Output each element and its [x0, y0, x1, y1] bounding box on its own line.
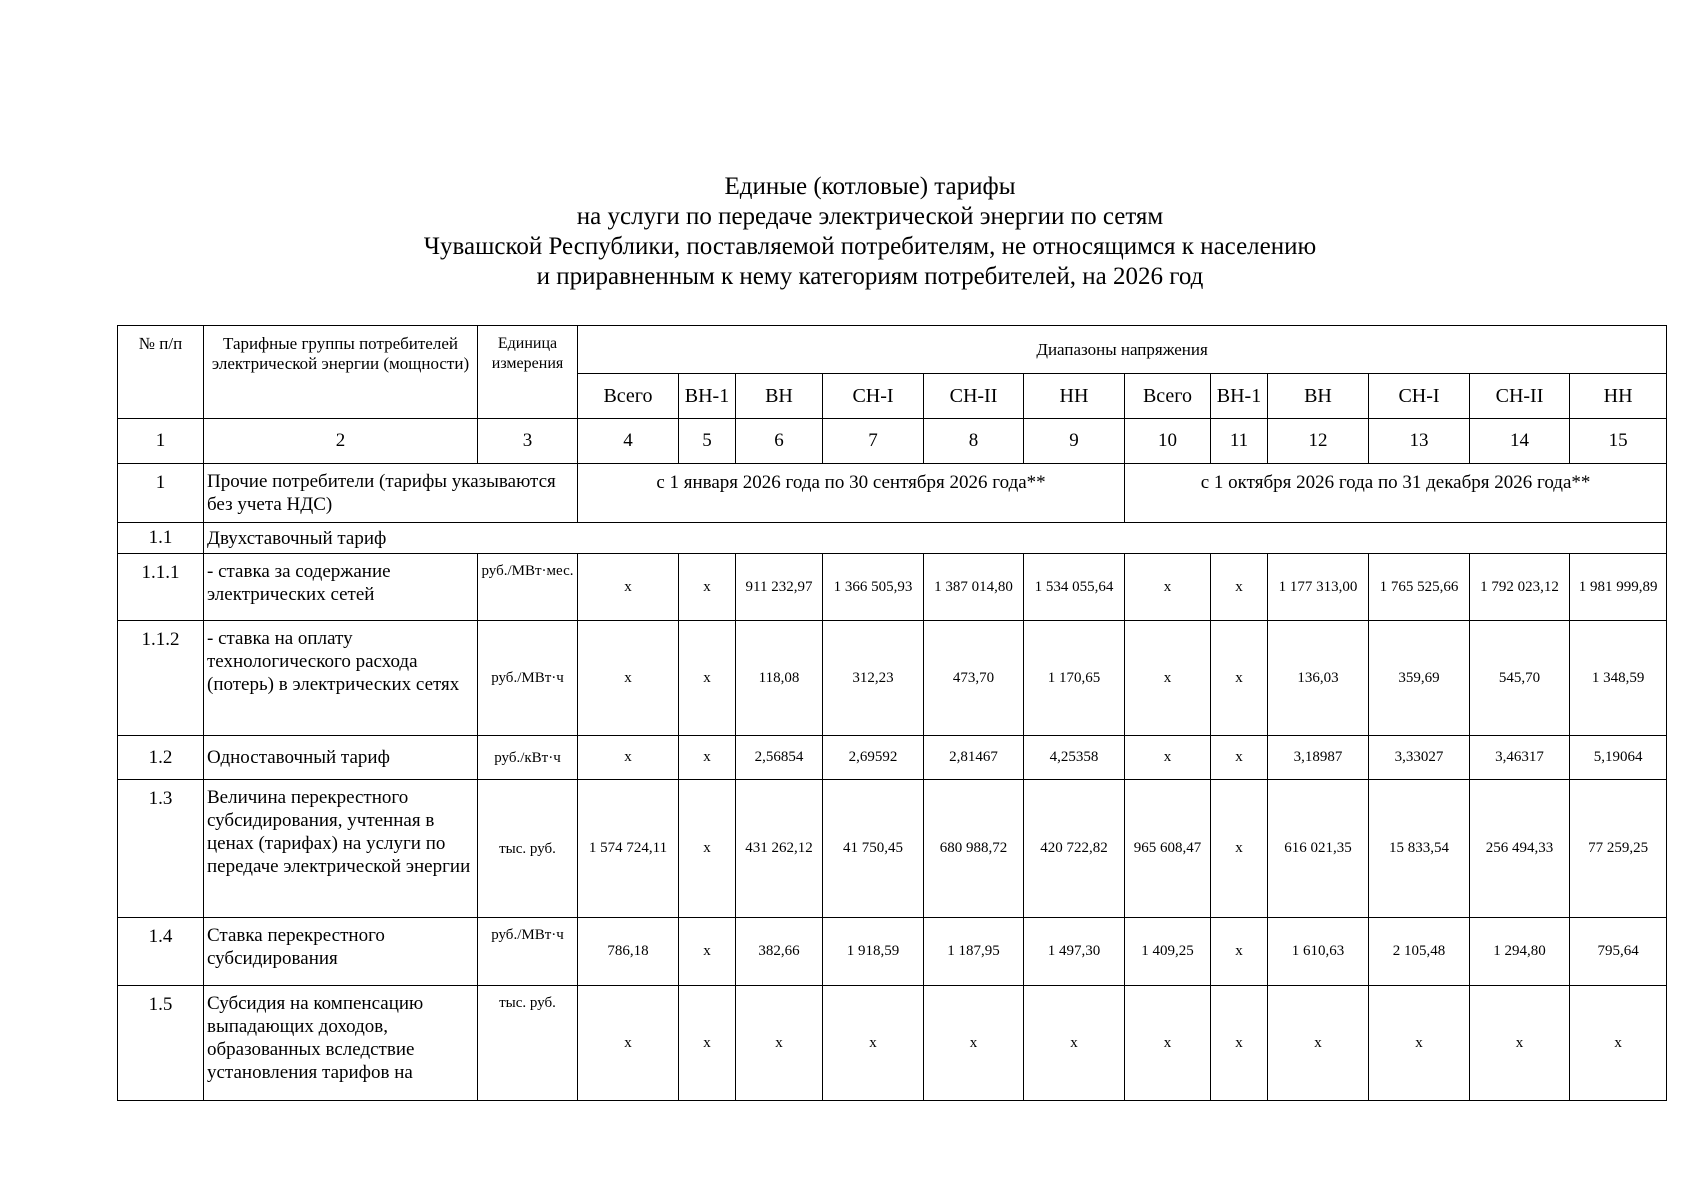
header-row: [118, 326, 1667, 374]
value-cell: x: [578, 621, 679, 736]
value-cell: 1 981 999,89: [1570, 554, 1667, 621]
row-label: Субсидия на компенсацию выпадающих доходов, образованных вследствие установления тарифов на: [204, 986, 478, 1101]
table-row: [118, 780, 1667, 918]
row-label: Ставка перекрестного субсидирования: [204, 918, 478, 986]
col-number: 5: [679, 419, 736, 464]
value-cell: 312,23: [823, 621, 924, 736]
value-cell: x: [823, 986, 924, 1101]
subsection-label: Двухставочный тариф: [204, 523, 1667, 554]
period-first: с 1 января 2026 года по 30 сентября 2026 года**: [578, 464, 1125, 523]
value-cell: x: [679, 918, 736, 986]
title-line-2: на услуги по передаче электрической энергии по сетям: [576, 203, 1164, 230]
value-cell: 15 833,54: [1369, 780, 1470, 918]
column-numbers-row: [118, 419, 1667, 464]
value-cell: x: [578, 736, 679, 780]
value-cell: x: [679, 986, 736, 1101]
value-cell: x: [1125, 621, 1211, 736]
value-cell: x: [1211, 986, 1268, 1101]
document-title: [0, 172, 1697, 292]
level-cell: Всего: [1125, 374, 1211, 419]
header-group: Тарифные группы потребителей электрической энергии (мощности): [204, 326, 478, 419]
value-cell: 1 187,95: [924, 918, 1024, 986]
row-label: - ставка за содержание электрических сетей: [204, 554, 478, 621]
col-number: 12: [1268, 419, 1369, 464]
value-cell: x: [1211, 736, 1268, 780]
value-cell: x: [679, 736, 736, 780]
table-row: [118, 918, 1667, 986]
level-cell: Всего: [578, 374, 679, 419]
level-cell: НН: [1570, 374, 1667, 419]
value-cell: 786,18: [578, 918, 679, 986]
value-cell: 473,70: [924, 621, 1024, 736]
value-cell: x: [1211, 780, 1268, 918]
value-cell: x: [1024, 986, 1125, 1101]
value-cell: 2,81467: [924, 736, 1024, 780]
row-unit: руб./кВт·ч: [478, 736, 578, 780]
row-number: 1.3: [118, 780, 204, 918]
row-unit: руб./МВт·ч: [478, 918, 578, 986]
value-cell: 1 534 055,64: [1024, 554, 1125, 621]
value-cell: 545,70: [1470, 621, 1570, 736]
col-number: 10: [1125, 419, 1211, 464]
value-cell: x: [679, 780, 736, 918]
value-cell: 2 105,48: [1369, 918, 1470, 986]
tariff-table: [117, 325, 1667, 1101]
section-row: [118, 464, 1667, 523]
row-label: Величина перекрестного субсидирования, учтенная в ценах (тарифах) на услуги по передаче электрической энергии: [204, 780, 478, 918]
row-unit: тыс. руб.: [478, 986, 578, 1101]
value-cell: 1 497,30: [1024, 918, 1125, 986]
value-cell: 1 409,25: [1125, 918, 1211, 986]
value-cell: 136,03: [1268, 621, 1369, 736]
value-cell: 3,33027: [1369, 736, 1470, 780]
value-cell: 359,69: [1369, 621, 1470, 736]
col-number: 4: [578, 419, 679, 464]
row-number: 1: [118, 464, 204, 523]
value-cell: 616 021,35: [1268, 780, 1369, 918]
row-number: 1.5: [118, 986, 204, 1101]
col-number: 2: [204, 419, 478, 464]
level-cell: ВН: [736, 374, 823, 419]
period-second: с 1 октября 2026 года по 31 декабря 2026 года**: [1125, 464, 1667, 523]
value-cell: x: [578, 554, 679, 621]
value-cell: 1 170,65: [1024, 621, 1125, 736]
row-number: 1.1.2: [118, 621, 204, 736]
value-cell: x: [679, 554, 736, 621]
row-number: 1.4: [118, 918, 204, 986]
value-cell: 4,25358: [1024, 736, 1125, 780]
col-number: 14: [1470, 419, 1570, 464]
col-number: 1: [118, 419, 204, 464]
row-label: - ставка на оплату технологического расхода (потерь) в электрических сетях: [204, 621, 478, 736]
value-cell: 3,46317: [1470, 736, 1570, 780]
value-cell: 795,64: [1570, 918, 1667, 986]
row-number: 1.1: [118, 523, 204, 554]
col-number: 13: [1369, 419, 1470, 464]
value-cell: 1 366 505,93: [823, 554, 924, 621]
value-cell: x: [924, 986, 1024, 1101]
col-number: 3: [478, 419, 578, 464]
value-cell: x: [1125, 986, 1211, 1101]
value-cell: x: [679, 621, 736, 736]
value-cell: x: [1369, 986, 1470, 1101]
subsection-row: [118, 523, 1667, 554]
table-row: [118, 736, 1667, 780]
level-cell: СН-II: [1470, 374, 1570, 419]
value-cell: 256 494,33: [1470, 780, 1570, 918]
value-cell: 2,69592: [823, 736, 924, 780]
value-cell: x: [1570, 986, 1667, 1101]
value-cell: 431 262,12: [736, 780, 823, 918]
value-cell: 382,66: [736, 918, 823, 986]
value-cell: 77 259,25: [1570, 780, 1667, 918]
value-cell: x: [1125, 554, 1211, 621]
value-cell: 5,19064: [1570, 736, 1667, 780]
col-number: 8: [924, 419, 1024, 464]
row-number: 1.1.1: [118, 554, 204, 621]
value-cell: 1 574 724,11: [578, 780, 679, 918]
level-cell: СН-I: [823, 374, 924, 419]
header-ranges: Диапазоны напряжения: [578, 326, 1667, 374]
row-unit: руб./МВт·мес.: [478, 554, 578, 621]
value-cell: 3,18987: [1268, 736, 1369, 780]
value-cell: 41 750,45: [823, 780, 924, 918]
header-num: № п/п: [118, 326, 204, 419]
col-number: 11: [1211, 419, 1268, 464]
value-cell: x: [1211, 554, 1268, 621]
col-number: 15: [1570, 419, 1667, 464]
level-cell: НН: [1024, 374, 1125, 419]
level-cell: СН-I: [1369, 374, 1470, 419]
value-cell: 911 232,97: [736, 554, 823, 621]
value-cell: x: [1125, 736, 1211, 780]
value-cell: 965 608,47: [1125, 780, 1211, 918]
level-cell: ВН-1: [1211, 374, 1268, 419]
title-line-1: Единые (котловые) тарифы: [724, 173, 1016, 200]
value-cell: 1 610,63: [1268, 918, 1369, 986]
value-cell: x: [1211, 918, 1268, 986]
col-number: 7: [823, 419, 924, 464]
table-row: [118, 986, 1667, 1101]
header-unit: Единица измерения: [478, 326, 578, 419]
value-cell: 1 918,59: [823, 918, 924, 986]
value-cell: 1 294,80: [1470, 918, 1570, 986]
row-unit: руб./МВт·ч: [478, 621, 578, 736]
value-cell: x: [736, 986, 823, 1101]
value-cell: 680 988,72: [924, 780, 1024, 918]
row-unit: тыс. руб.: [478, 780, 578, 918]
level-cell: ВН: [1268, 374, 1369, 419]
value-cell: x: [1268, 986, 1369, 1101]
value-cell: x: [578, 986, 679, 1101]
value-cell: 1 765 525,66: [1369, 554, 1470, 621]
value-cell: 1 177 313,00: [1268, 554, 1369, 621]
section-label: Прочие потребители (тарифы указываются без учета НДС): [204, 464, 578, 523]
value-cell: 1 792 023,12: [1470, 554, 1570, 621]
title-line-4: и приравненным к нему категориям потребителей, на 2026 год: [536, 263, 1204, 290]
col-number: 9: [1024, 419, 1125, 464]
value-cell: 118,08: [736, 621, 823, 736]
level-cell: СН-II: [924, 374, 1024, 419]
table-row: [118, 554, 1667, 621]
row-number: 1.2: [118, 736, 204, 780]
table-row: [118, 621, 1667, 736]
row-label: Одноставочный тариф: [204, 736, 478, 780]
value-cell: 420 722,82: [1024, 780, 1125, 918]
value-cell: x: [1211, 621, 1268, 736]
value-cell: 1 348,59: [1570, 621, 1667, 736]
value-cell: x: [1470, 986, 1570, 1101]
col-number: 6: [736, 419, 823, 464]
level-cell: ВН-1: [679, 374, 736, 419]
value-cell: 1 387 014,80: [924, 554, 1024, 621]
title-line-3: Чувашской Республики, поставляемой потребителям, не относящимся к населению: [423, 233, 1317, 260]
value-cell: 2,56854: [736, 736, 823, 780]
